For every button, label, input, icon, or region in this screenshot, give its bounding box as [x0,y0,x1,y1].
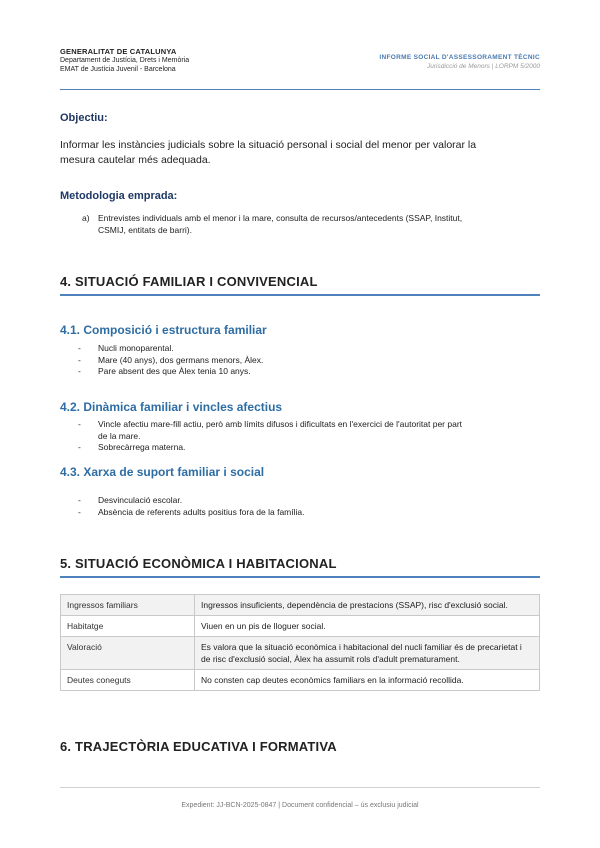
list-item-text: Sobrecàrrega materna. [98,442,186,452]
list-item: - Vincle afectiu mare-fill actiu, però amb límits difusos i dificultats en l'exercici de l'autoritat per part de la mare. [78,419,463,441]
table-cell-value: Ingressos insuficients, dependència de prestacions (SSAP), risc d'exclusió social. [195,595,540,616]
list-item: - Nucli monoparental. [78,343,174,353]
section-4-3-list [60,495,520,518]
list-marker: a) [82,213,90,223]
page-footer: Expedient: JJ-BCN-2025-0847 | Document confidencial – ús exclusiu judicial [181,802,419,809]
dept-line-2: EMAT de Justícia Juvenil - Barcelona [60,66,176,73]
objectiu-text [60,138,540,168]
table-cell-value: Es valora que la situació econòmica i habitacional del nucli familiar és de precarietat i de risc d'exclusió social, Àlex ha assumit rols d'adult prematurament. [195,637,540,670]
section-4-1-list [60,343,520,378]
list-item: - Mare (40 anys), dos germans menors, Àlex. [78,354,264,365]
list-item-text: Nucli monoparental. [98,343,174,353]
economic-table [60,594,540,691]
list-item: - Desvinculació escolar. [78,495,183,505]
list-item: - Sobrecàrrega materna. [78,442,186,452]
list-item-text: Pare absent des que Àlex tenia 10 anys. [98,366,251,376]
document-title: INFORME SOCIAL D'ASSESSORAMENT TÈCNIC [379,54,540,61]
section-4-1-title: 4.1. Composició i estructura familiar [60,323,267,337]
section-4-2-list [60,419,520,454]
header-divider [60,89,540,90]
header-document [379,53,540,71]
table-cell-value: No consten cap deutes econòmics familiars en la informació recollida. [195,670,540,691]
section-4-3-title: 4.3. Xarxa de suport familiar i social [60,465,265,479]
section-5-title: 5. SITUACIÓ ECONÒMICA I HABITACIONAL [60,556,337,571]
list-item-text-cont: de la mare. [98,430,141,441]
table-cell-key: Ingressos familiars [61,595,195,616]
table-row [61,670,540,691]
list-item-text: Mare (40 anys), dos germans menors, Àlex. [98,354,264,365]
header-institution [60,47,189,74]
table-cell-key: Habitatge [61,616,195,637]
footer-divider [60,787,540,788]
section-4-title: 4. SITUACIÓ FAMILIAR I CONVIVENCIAL [60,274,318,289]
table-cell-key: Deutes coneguts [61,670,195,691]
section-6-title: 6. TRAJECTÒRIA EDUCATIVA I FORMATIVA [60,739,337,754]
objectiu-heading: Objectiu: [60,112,108,124]
table-cell-value: Viuen en un pis de lloguer social. [195,616,540,637]
table-row [61,595,540,616]
metodologia-heading: Metodologia emprada: [60,190,178,202]
list-item-text: Vincle afectiu mare-fill actiu, però amb límits difusos i dificultats en l'exercici de l'autoritat per part [98,419,463,429]
list-item: - Absència de referents adults positius fora de la família. [78,506,305,517]
objectiu-line-2: mesura cautelar més adequada. [60,154,211,166]
section-4-divider [60,294,540,296]
metodologia-line-2: CSMIJ, entitats de barri). [98,225,193,235]
metodologia-item [82,212,542,238]
table-row [61,637,540,670]
dept-line-1: Departament de Justícia, Drets i Memòria [60,57,190,64]
section-5-divider [60,576,540,578]
objectiu-line-1: Informar les instàncies judicials sobre la situació personal i social del menor per valorar la [60,139,477,151]
list-item: - Pare absent des que Àlex tenia 10 anys. [78,366,251,376]
metodologia-text [98,212,538,236]
page-header [60,47,540,87]
section-4-2-title: 4.2. Dinàmica familiar i vincles afectius [60,400,283,414]
table-row [61,616,540,637]
table-cell-key: Valoració [61,637,195,670]
document-subtitle: Jurisdicció de Menors | LORPM 5/2000 [427,63,540,70]
list-item-text: Absència de referents adults positius fora de la família. [98,506,305,517]
metodologia-line-1: Entrevistes individuals amb el menor i la mare, consulta de recursos/antecedents (SSAP, Institut, [98,213,463,223]
list-item-text: Desvinculació escolar. [98,495,183,505]
org-name: GENERALITAT DE CATALUNYA [60,47,177,56]
